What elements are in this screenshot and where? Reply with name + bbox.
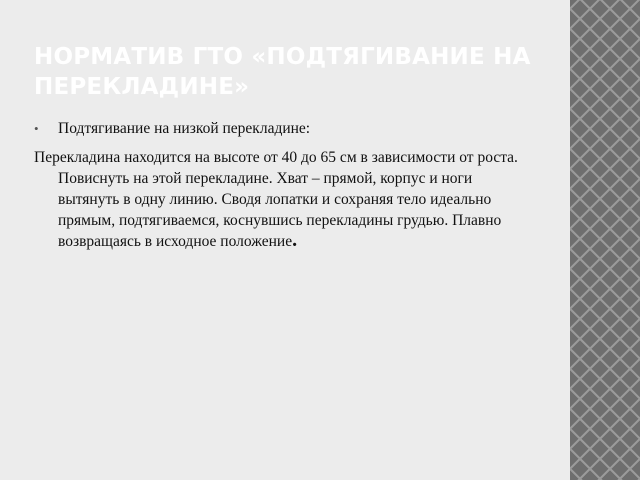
description-paragraph <box>34 147 524 252</box>
decorative-pattern-panel <box>570 0 640 480</box>
bullet-item <box>34 118 524 139</box>
bullet-text: Подтягивание на низкой перекладине: <box>58 120 311 137</box>
slide-title: НОРМАТИВ ГТО «ПОДТЯГИВАНИЕ НА ПЕРЕКЛАДИНЕ» <box>34 44 531 100</box>
bullet-marker: • <box>34 121 39 136</box>
paragraph-text: Перекладина находится на высоте от 40 до 65 см в зависимости от роста. Повиснуть на этой перекладине. Хват – прямой, корпус и ноги вытянуть в одну линию. Сводя лопатки и сохраняя тело идеально прямым, подтягиваемся, коснувшись перекладины грудью. Плавно возвращаясь в исходное положение <box>34 149 518 250</box>
paragraph-end: . <box>292 229 298 251</box>
slide-content <box>34 118 524 252</box>
